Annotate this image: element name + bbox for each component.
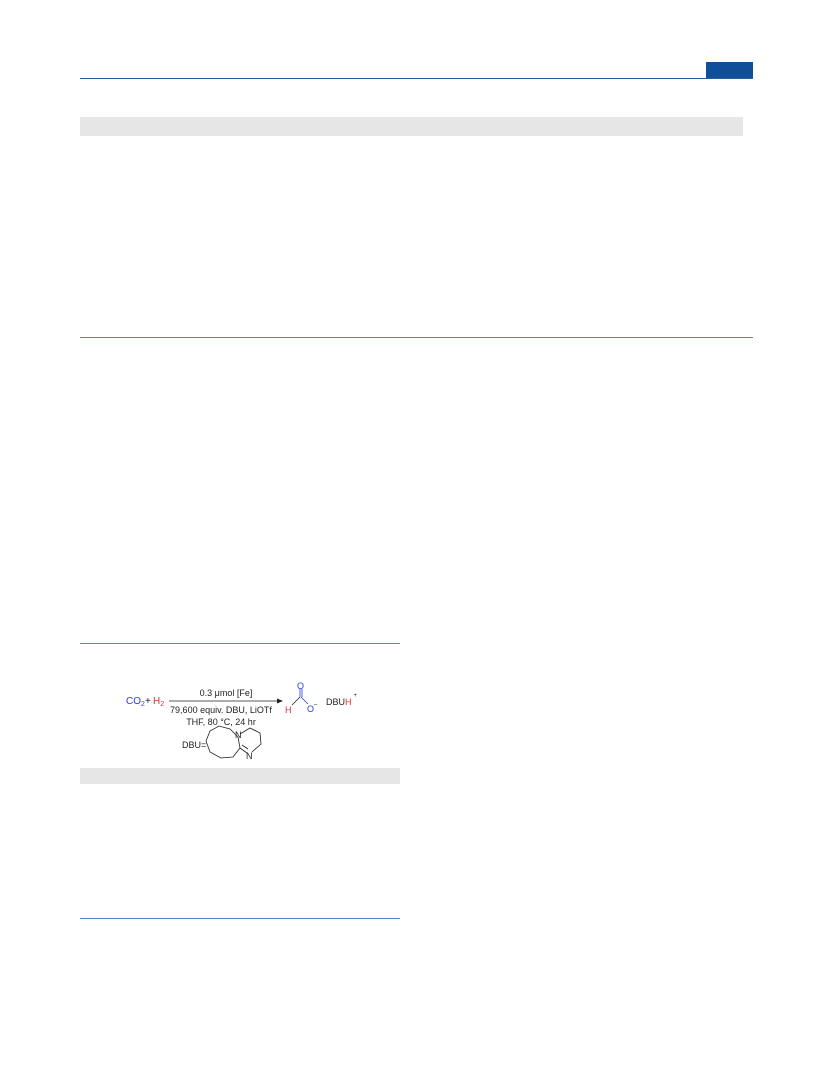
plus-sign: + — [145, 696, 151, 707]
arrow-condition-catalyst: 0.3 μmol [Fe] — [199, 688, 253, 698]
formate-carbonyl-o: O — [297, 681, 305, 691]
counterion-dbuh: DBUH+ — [326, 693, 358, 707]
reactant-h2: $H_2$ — [153, 696, 165, 708]
table-header-bar-top — [80, 117, 743, 136]
arrow-condition-reagents: 79,600 equiv. DBU, LiOTf — [170, 705, 272, 715]
section-rule-top — [80, 337, 753, 338]
table-header-bar-left — [80, 768, 400, 784]
reactant-co2: $CO_2$ — [126, 696, 145, 708]
formate-h-atom: H — [285, 705, 292, 715]
header-page-tab — [706, 62, 753, 78]
reaction-arrow-head — [277, 699, 283, 704]
formate-oxide-o: O — [307, 704, 315, 714]
dbu-n2-atom: N — [246, 751, 253, 761]
header-rule — [80, 78, 753, 79]
formate-negative-charge: – — [314, 702, 318, 708]
section-rule-left — [80, 918, 400, 919]
dbu-n1-atom: N — [235, 730, 242, 740]
formate-structure — [285, 681, 318, 715]
dbu-structure — [206, 726, 261, 758]
reaction-scheme-svg — [80, 664, 400, 766]
dbu-label: DBU= — [182, 740, 207, 750]
reaction-scheme — [80, 664, 400, 766]
scheme-top-rule — [80, 643, 400, 644]
arrow-condition-solvent: THF, 80 °C, 24 hr — [186, 717, 256, 727]
